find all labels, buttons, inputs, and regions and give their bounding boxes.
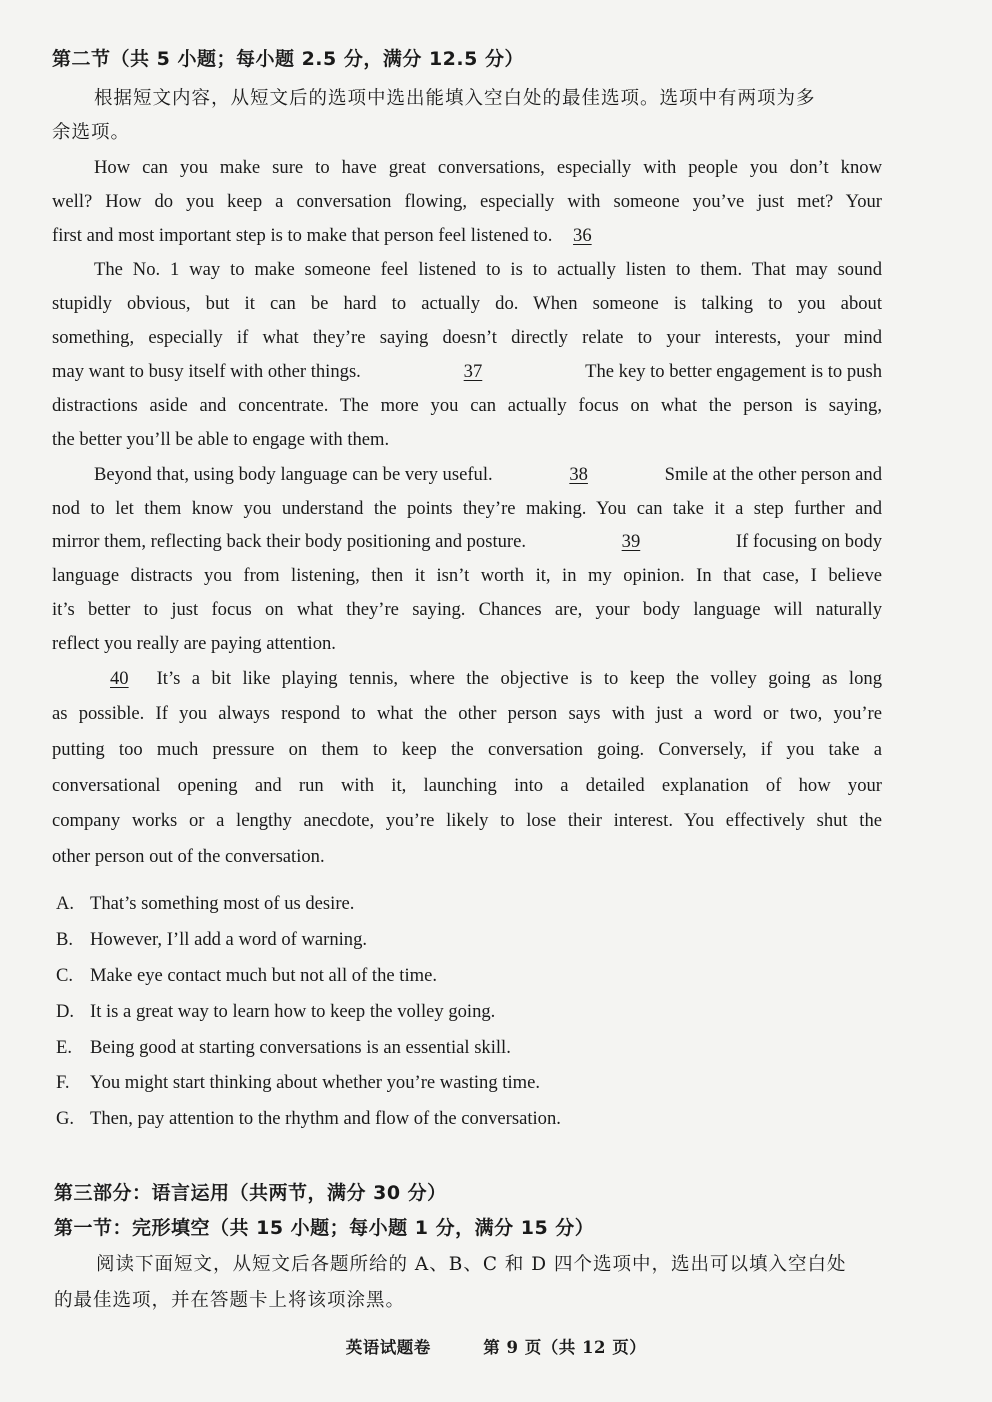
passage-p4-line1	[94, 668, 882, 690]
passage-p2-line6: the better you’ll be able to engage with them.	[52, 429, 390, 450]
option-d	[56, 1001, 495, 1023]
passage-p3-line2: nod to let them know you understand the points they’re making. You can take it a step further and	[52, 498, 882, 519]
section-heading: 第二节（共 5 小题；每小题 2.5 分，满分 12.5 分）	[52, 48, 524, 70]
passage-p2-line3: something, especially if what they’re saying doesn’t directly relate to your interests, your mind	[52, 327, 882, 348]
option-text: Being good at starting conversations is an essential skill.	[90, 1037, 511, 1058]
page-footer	[0, 1334, 992, 1358]
passage-p3-line6: reflect you really are paying attention.	[52, 633, 336, 654]
answer-blank-39: 39	[621, 531, 641, 552]
passage-p3-line1	[94, 464, 882, 486]
option-text: However, I’ll add a word of warning.	[90, 929, 368, 950]
option-letter: E.	[56, 1037, 73, 1058]
option-text: Make eye contact much but not all of the time.	[90, 965, 437, 986]
passage-text: It’s a bit like playing tennis, where the objective is to keep the volley going as long	[156, 668, 882, 689]
passage-p2-line5: distractions aside and concentrate. The more you can actually focus on what the person is saying,	[52, 395, 882, 416]
passage-p3-line3	[52, 531, 882, 553]
passage-p1-line3	[52, 225, 882, 247]
option-letter: D.	[56, 1001, 75, 1022]
option-letter: C.	[56, 965, 74, 986]
option-e	[56, 1037, 511, 1059]
passage-p2-line4	[52, 361, 882, 383]
passage-text: first and most important step is to make that person feel listened to.	[52, 225, 553, 246]
passage-text: Smile at the other person and	[664, 464, 882, 485]
option-b	[56, 929, 367, 951]
option-text: It is a great way to learn how to keep the volley going.	[90, 1001, 496, 1022]
passage-p4-line4: conversational opening and run with it, launching into a detailed explanation of how your	[52, 775, 882, 796]
part3-heading: 第三部分：语言运用（共两节，满分 30 分）	[54, 1182, 447, 1204]
passage-p4-line3: putting too much pressure on them to keep the conversation going. Conversely, if you take a	[52, 739, 882, 760]
answer-blank-36: 36	[573, 225, 592, 246]
option-letter: G.	[56, 1108, 75, 1129]
option-c	[56, 965, 437, 987]
section-instruction-line1: 根据短文内容，从短文后的选项中选出能填入空白处的最佳选项。选项中有两项为多	[94, 88, 816, 109]
passage-p1-line1: How can you make sure to have great conversations, especially with people you don’t know	[94, 157, 882, 178]
passage-p3-line5: it’s better to just focus on what they’re saying. Chances are, your body language will naturally	[52, 599, 882, 620]
passage-text: The key to better engagement is to push	[585, 361, 882, 382]
passage-text: Beyond that, using body language can be very useful.	[94, 464, 493, 485]
passage-p4-line2: as possible. If you always respond to what the other person says with just a word or two, you’re	[52, 703, 882, 724]
option-g	[56, 1108, 561, 1130]
answer-blank-37: 37	[463, 361, 483, 382]
footer-title: 英语试题卷	[345, 1338, 431, 1357]
option-letter: B.	[56, 929, 74, 950]
part3-instruction-line2: 的最佳选项，并在答题卡上将该项涂黑。	[54, 1290, 406, 1311]
passage-p2-line2: stupidly obvious, but it can be hard to actually do. When someone is talking to you about	[52, 293, 882, 314]
passage-p3-line4: language distracts you from listening, then it isn’t worth it, in my opinion. In that case, I believe	[52, 565, 882, 586]
option-text: That’s something most of us desire.	[90, 893, 355, 914]
option-text: Then, pay attention to the rhythm and flow of the conversation.	[90, 1108, 561, 1129]
footer-page-number: 第 9 页（共 12 页）	[483, 1338, 647, 1357]
option-f	[56, 1072, 540, 1094]
option-a	[56, 893, 354, 915]
passage-p4-line6: other person out of the conversation.	[52, 846, 325, 867]
passage-p2-line1: The No. 1 way to make someone feel listened to is to actually listen to them. That may sound	[94, 259, 882, 280]
section-instruction-line2: 余选项。	[52, 122, 131, 143]
option-letter: A.	[56, 893, 75, 914]
part3-sub-heading: 第一节：完形填空（共 15 小题；每小题 1 分，满分 15 分）	[54, 1217, 595, 1239]
passage-p1-line2: well? How do you keep a conversation flowing, especially with someone you’ve just met? Your	[52, 191, 882, 212]
passage-p4-line5: company works or a lengthy anecdote, you’re likely to lose their interest. You effectively shut the	[52, 810, 882, 831]
option-text: You might start thinking about whether you’re wasting time.	[90, 1072, 540, 1093]
passage-text: If focusing on body	[735, 531, 882, 552]
passage-text: may want to busy itself with other things.	[52, 361, 361, 382]
answer-blank-40: 40	[110, 668, 129, 689]
part3-instruction-line1: 阅读下面短文，从短文后各题所给的 A、B、C 和 D 四个选项中，选出可以填入空白处	[96, 1254, 847, 1275]
passage-text: mirror them, reflecting back their body positioning and posture.	[52, 531, 527, 552]
answer-blank-38: 38	[569, 464, 588, 485]
option-letter: F.	[56, 1072, 70, 1093]
